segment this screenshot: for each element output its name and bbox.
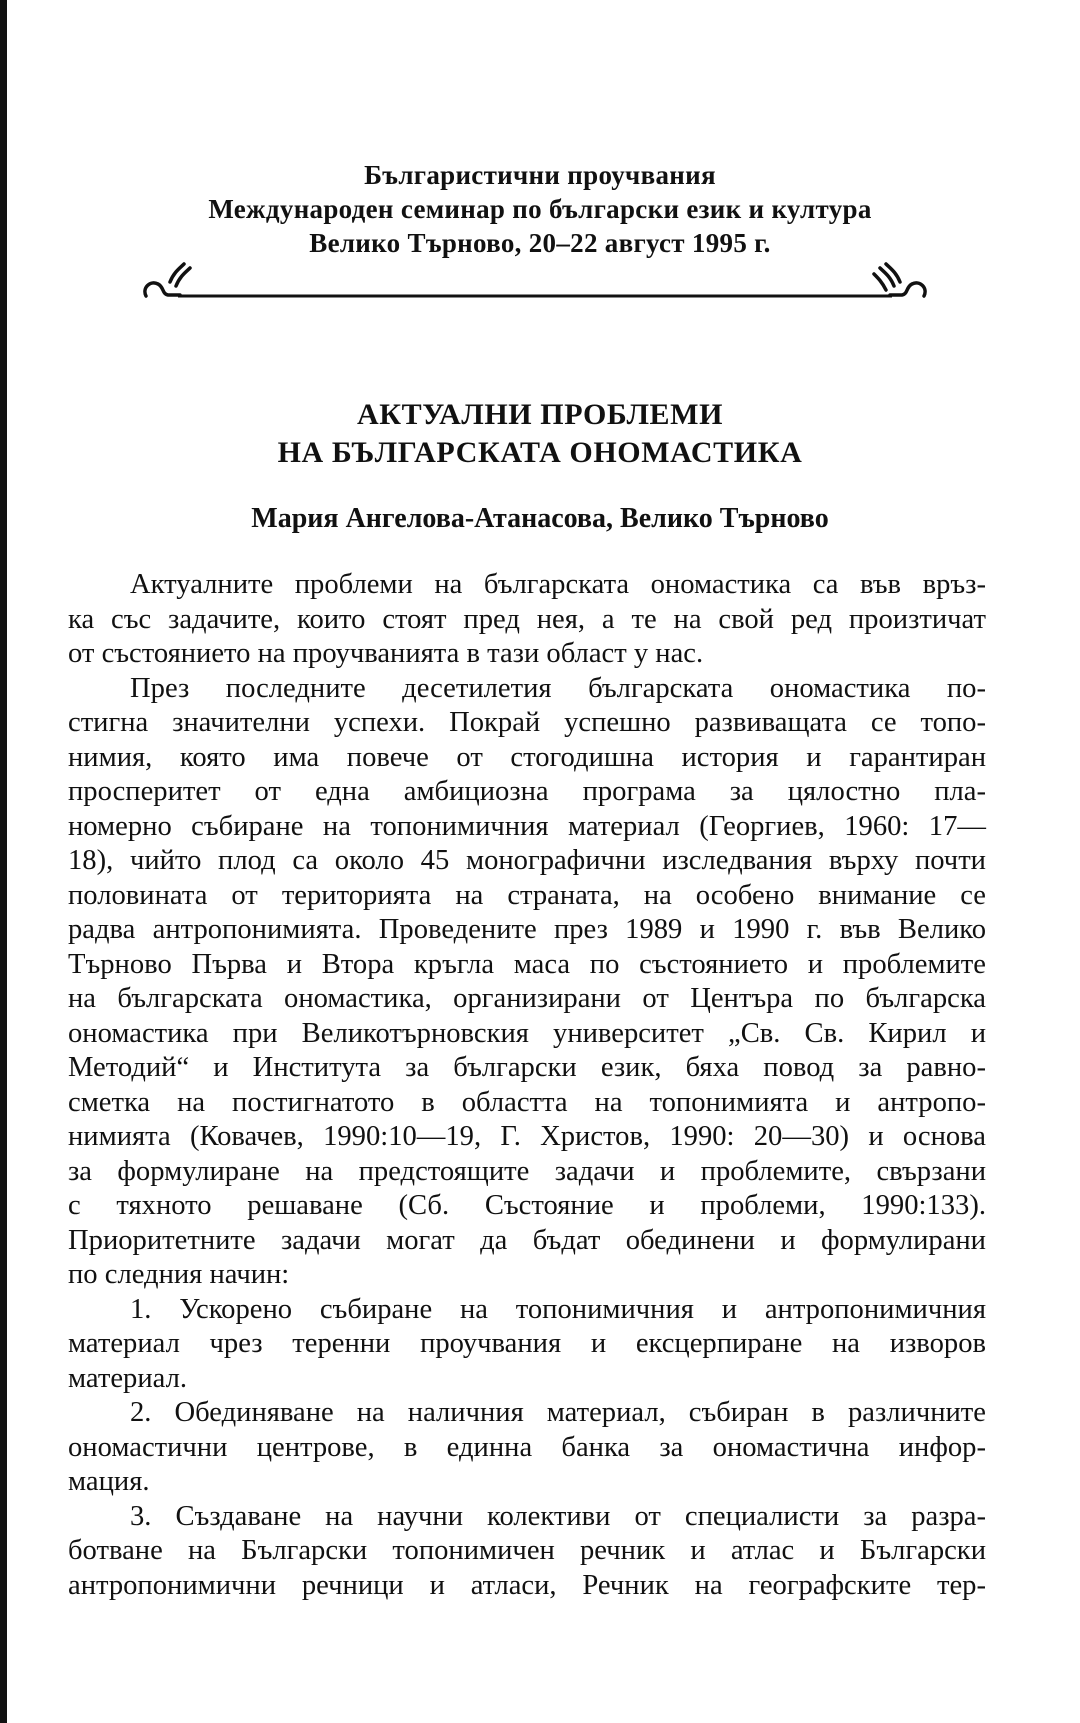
body-line: нимията (Ковачев, 1990:10—19, Г. Христов, 1990: 20—30) и основа <box>68 1121 986 1152</box>
right-flourish-icon <box>874 264 925 296</box>
body-line: с тяхното решаване (Сб. Състояние и проблеми, 1990:133). <box>68 1190 986 1221</box>
body-line: антропонимични речници и атласи, Речник на географските тер- <box>68 1569 986 1601</box>
body-line: Приоритетните задачи могат да бъдат обединени и формулирани <box>68 1224 986 1256</box>
seminar-place-date: Велико Търново, 20–22 август 1995 г. <box>309 228 771 258</box>
seminar-title: Международен семинар по български език и култура <box>208 194 872 224</box>
article-title-line-2: НА БЪЛГАРСКАТА ОНОМАСТИКА <box>277 436 803 469</box>
body-line: от състоянието на проучванията в тази област у нас. <box>68 638 704 669</box>
article-title <box>150 396 930 472</box>
body-line: ботване на Български топонимичен речник и атлас и Български <box>68 1535 986 1566</box>
body-line: Методий“ и Института за български език, бяха повод за равно- <box>68 1052 986 1083</box>
body-line: за формулиране на предстоящите задачи и проблемите, свързани <box>68 1155 986 1187</box>
body-line: 2. Обединяване на наличния материал, събиран в различните <box>130 1397 986 1428</box>
page-left-edge <box>0 0 7 1723</box>
body-line: ономастични центрове, в единна банка за ономастична инфор- <box>68 1431 986 1463</box>
body-line: Търново Първа и Втора кръгла маса по състоянието и проблемите <box>68 948 986 980</box>
body-line: 3. Създаване на научни колективи от специалисти за разра- <box>130 1500 986 1532</box>
article-title-line-1: АКТУАЛНИ ПРОБЛЕМИ <box>356 398 724 431</box>
body-line: ономастика при Великотърновския университет „Св. Св. Кирил и <box>68 1017 986 1049</box>
body-line: мация. <box>68 1466 150 1497</box>
body-line: Актуалните проблеми на българската ономастика са във връз- <box>130 569 986 600</box>
body-line: по следния начин: <box>68 1259 290 1290</box>
left-flourish-icon <box>145 264 190 296</box>
body-line: През последните десетилетия българската ономастика по- <box>130 672 986 704</box>
body-line: 18), чийто плод са около 45 монографични изследвания върху почти <box>68 845 986 876</box>
publication-header <box>150 158 930 260</box>
series-title: Българистични проучвания <box>364 160 716 190</box>
body-line: стигна значителни успехи. Покрай успешно развиващата се топо- <box>68 707 986 738</box>
body-line: 1. Ускорено събиране на топонимичния и антропонимичния <box>130 1293 986 1325</box>
article-body <box>68 568 986 1603</box>
body-line: сметка на постигнатото в областта на топонимията и антропо- <box>68 1086 986 1118</box>
body-line: просперитет от една амбициозна програма за цялостно пла- <box>68 776 986 807</box>
body-line: ка със задачите, които стоят пред нея, а те на свой ред произтичат <box>68 603 986 635</box>
body-line: нимия, която има повече от стогодишна история и гарантиран <box>68 741 986 773</box>
body-line: радва антропонимията. Проведените през 1989 и 1990 г. във Велико <box>68 914 986 945</box>
body-line: половината от територията на страната, на особено внимание се <box>68 879 986 911</box>
header-ornament-rule <box>140 262 930 304</box>
article-author: Мария Ангелова-Атанасова, Велико Търново <box>251 503 829 534</box>
body-line: материал. <box>68 1362 187 1394</box>
body-line: номерно събиране на топонимичния материал (Георгиев, 1960: 17— <box>68 810 986 842</box>
body-line: на българската ономастика, организирани от Центъра по българска <box>68 983 986 1014</box>
body-line: материал чрез теренни проучвания и ексцерпиране на изворов <box>68 1328 986 1359</box>
